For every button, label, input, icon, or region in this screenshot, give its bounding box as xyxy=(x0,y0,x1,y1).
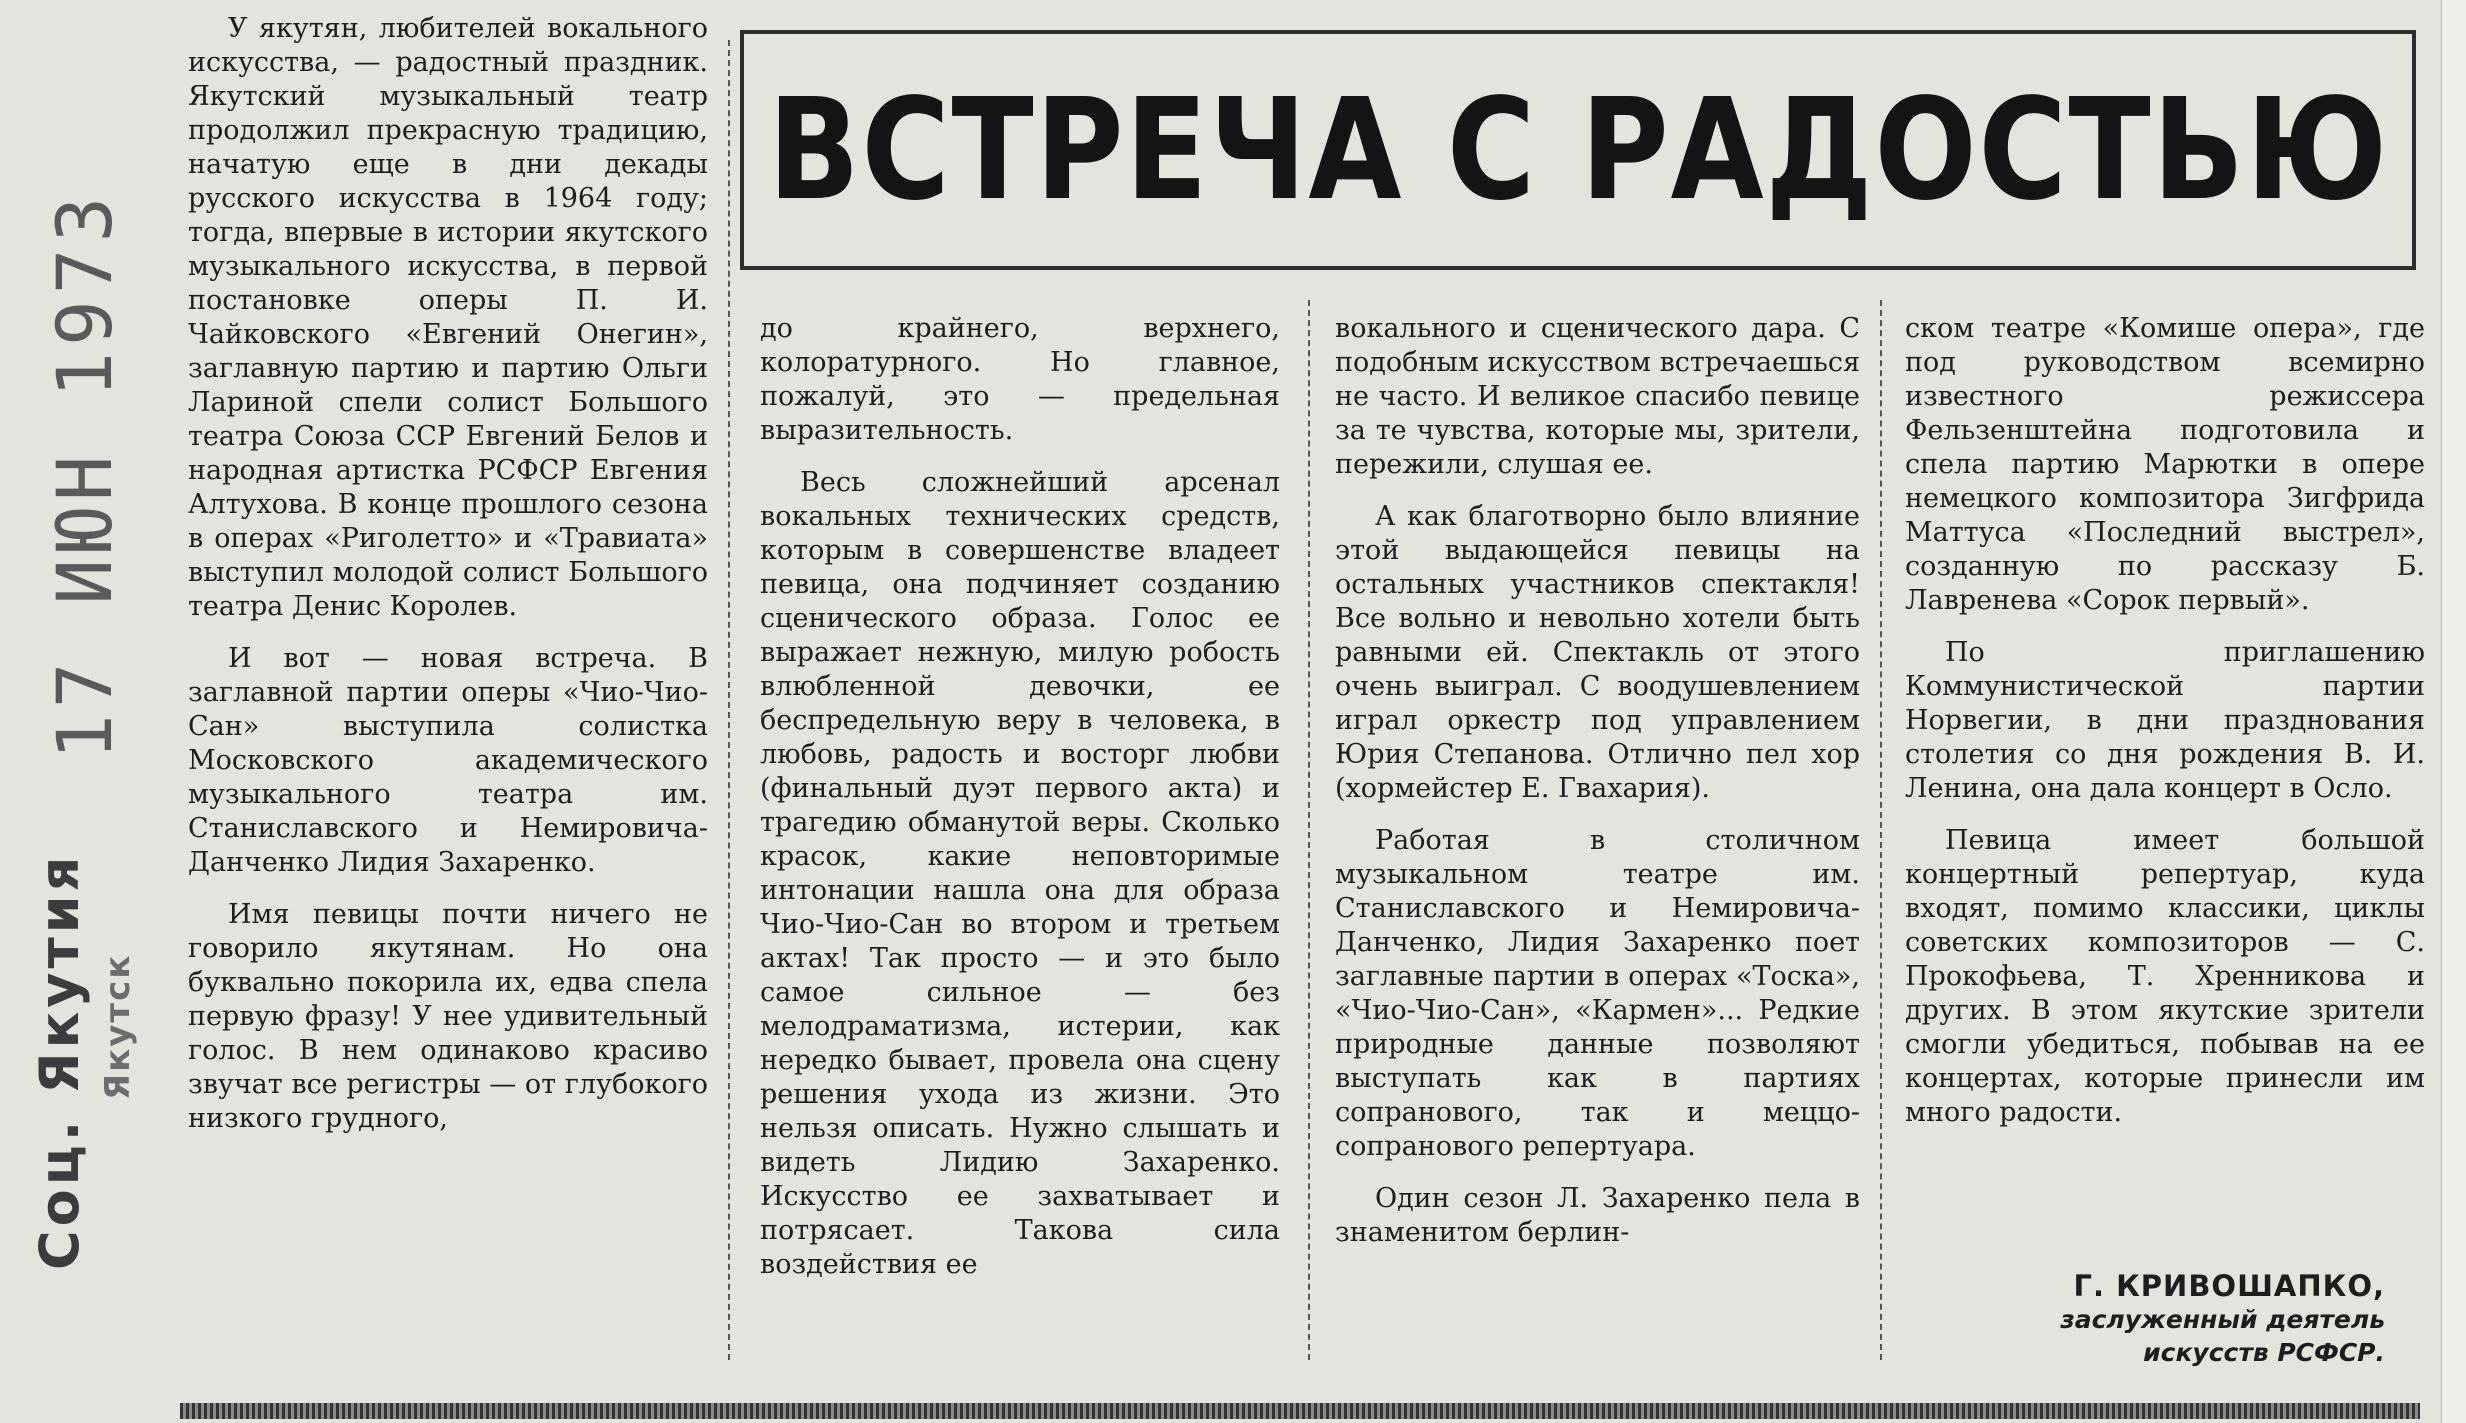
article-column-1 xyxy=(188,12,708,1136)
paragraph: А как благотворно было влияние этой выдающейся певицы на остальных участников спектакля! Все вольно и невольно хотели быть равными ей. Спектакль от этого очень выиграл. С воодушевлением играл оркестр под управлением Юрия Степанова. Отлично пел хор (хормейстер Е. Гвахария). xyxy=(1335,501,1860,804)
author-title-line: заслуженный деятель xyxy=(2060,1305,2385,1334)
author-title xyxy=(1905,1303,2385,1369)
paragraph: Певица имеет большой концертный репертуар, куда входят, помимо классики, циклы советских композиторов — С. Прокофьева, Т. Хренникова и других. В этом якутские зрители смогли убедиться, побывав на ее концертах, которые принесли им много радости. xyxy=(1905,825,2425,1128)
paragraph: Весь сложнейший арсенал вокальных технических средств, которым в совершенстве владеет певица, она подчиняет созданию сценического образа. Голос ее выражает нежную, милую робость влюбленной девочки, ее беспредельную веру в человека, в любовь, радость и восторг любви (финальный дуэт первого акта) и трагедию обманутой веры. Сколько красок, какие неповторимые интонации нашла она для образа Чио-Чио-Сан во втором и третьем актах! Так просто — и это было самое сильное — без мелодраматизма, истерии, как нередко бывает, провела она сцену решения ухода из жизни. Это нельзя описать. Нужно слышать и видеть Лидию Захаренко. Искусство ее захватывает и потрясает. Такова сила воздействия ее xyxy=(760,467,1280,1280)
author-title-line: искусств РСФСР. xyxy=(2143,1338,2385,1367)
article-column-4 xyxy=(1905,312,2425,1130)
article-column-3 xyxy=(1335,312,1860,1250)
paragraph: Имя певицы почти ничего не говорило якутянам. Но она буквально покорила их, едва спела первую фразу! У нее удивительный голос. В нем одинаково красиво звучат все регистры — от глубокого низкого грудного, xyxy=(188,899,708,1134)
city-stamp: Якутск xyxy=(98,953,138,1100)
paragraph: У якутян, любителей вокального искусства, — радостный праздник. Якутский музыкальный театр продолжил прекрасную традицию, начатую еще в дни декады русского искусства в 1964 году; тогда, впервые в истории якутского музыкального искусства, в первой постановке оперы П. И. Чайковского «Евгений Онегин», заглавную партию и партию Ольги Лариной спели солист Большого театра Союза ССР Евгений Белов и народная артистка РСФСР Евгения Алтухова. В конце прошлого сезона в операх «Риголетто» и «Травиата» выступил молодой солист Большого театра Денис Королев. xyxy=(188,13,708,622)
headline: ВСТРЕЧА С РАДОСТЬЮ xyxy=(767,68,2389,232)
paper-edge xyxy=(2441,0,2466,1423)
paragraph: По приглашению Коммунистической партии Норвегии, в дни празднования столетия со дня рождения В. И. Ленина, она дала концерт в Осло. xyxy=(1905,637,2425,804)
article-column-2 xyxy=(760,312,1280,1282)
author-name: Г. КРИВОШАПКО, xyxy=(2073,1269,2385,1303)
column-divider xyxy=(728,40,730,1360)
paragraph: Один сезон Л. Захаренко пела в знаменитом берлин- xyxy=(1335,1183,1860,1248)
author-signature xyxy=(1905,1270,2385,1369)
column-divider xyxy=(1880,300,1882,1360)
date-stamp: 17 ИЮН 1973 xyxy=(40,190,129,760)
paragraph: до крайнего, верхнего, колоратурного. Но главное, пожалуй, это — предельная выразительность. xyxy=(760,313,1280,446)
bottom-border-rule xyxy=(180,1403,2420,1419)
paragraph: вокального и сценического дара. С подобным искусством встречаешься не часто. И великое спасибо певице за те чувства, которые мы, зрители, пережили, слушая ее. xyxy=(1335,313,1860,480)
paragraph: Работая в столичном музыкальном театре им. Станиславского и Немировича-Данченко, Лидия Захаренко поет заглавные партии в операх «Тоска», «Чио-Чио-Сан», «Кармен»... Редкие природные данные позволяют выступать как в партиях сопранового, так и меццо-сопранового репертуара. xyxy=(1335,825,1860,1162)
source-stamp: Соц. Якутия xyxy=(28,852,91,1270)
headline-box xyxy=(740,30,2416,270)
paragraph: И вот — новая встреча. В заглавной партии оперы «Чио-Чио-Сан» выступила солистка Московского академического музыкального театра им. Станиславского и Немировича-Данченко Лидия Захаренко. xyxy=(188,643,708,878)
paragraph: ском театре «Комише опера», где под руководством всемирно известного режиссера Фельзенштейна подготовила и спела партию Марютки в опере немецкого композитора Зигфрида Маттуса «Последний выстрел», созданную по рассказу Б. Лавренева «Сорок первый». xyxy=(1905,313,2425,616)
column-divider xyxy=(1308,300,1310,1360)
